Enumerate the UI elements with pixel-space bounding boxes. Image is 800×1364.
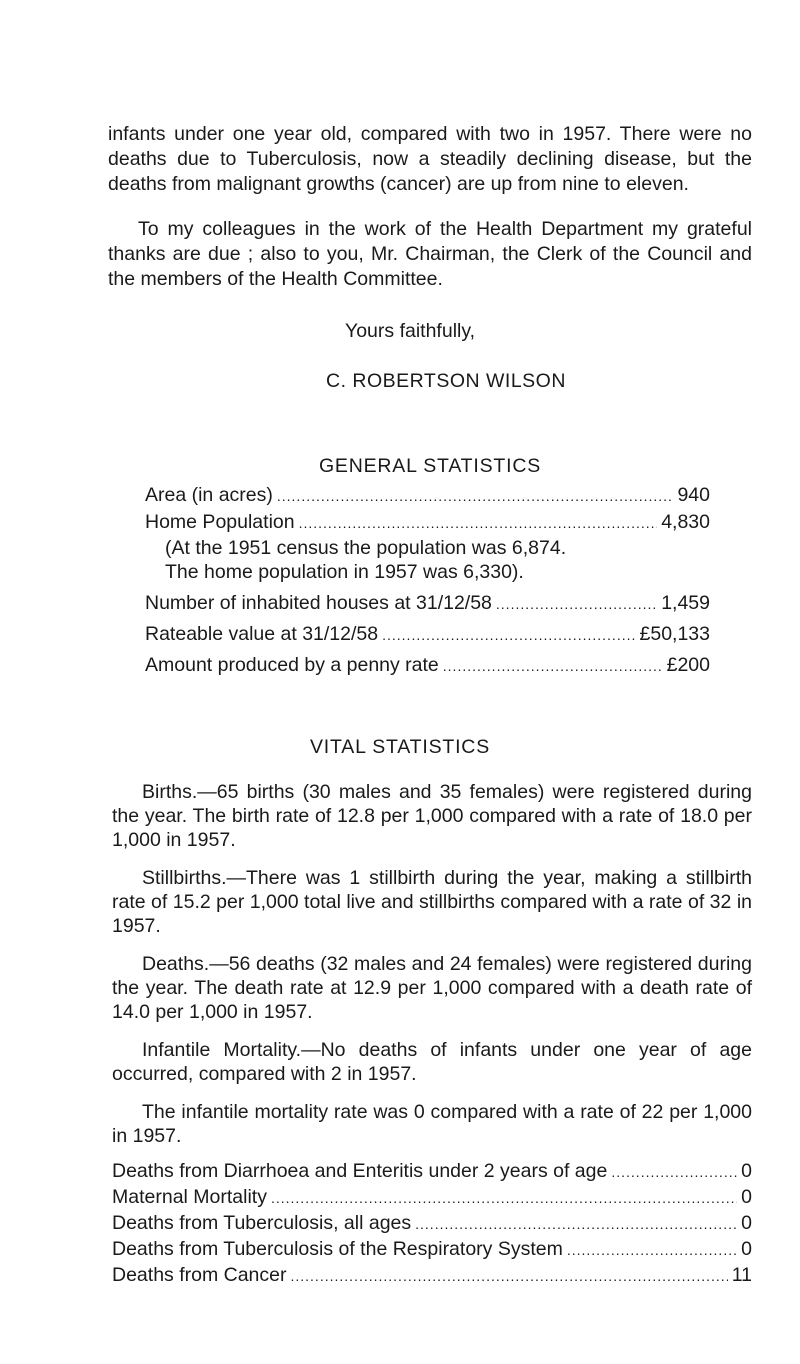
death-label: Deaths from Tuberculosis, all ages (112, 1212, 412, 1234)
stat-value: 4,830 (661, 511, 710, 533)
deaths-summary-list (112, 1158, 752, 1288)
census-note-line-1: (At the 1951 census the population was 6,874. (165, 537, 567, 559)
leader-dots (271, 1185, 737, 1211)
death-row (112, 1158, 752, 1184)
stat-label: Rateable value at 31/12/58 (145, 623, 379, 645)
death-value: 0 (741, 1238, 752, 1260)
death-label: Deaths from Cancer (112, 1264, 287, 1286)
vital-statistics-heading: VITAL STATISTICS (309, 736, 491, 758)
death-value: 0 (741, 1212, 752, 1234)
leader-dots (611, 1159, 737, 1185)
leader-dots (299, 510, 658, 537)
infantile-rate-paragraph: The infantile mortality rate was 0 compared with a rate of 22 per 1,000 in 1957. (112, 1101, 752, 1147)
death-row (112, 1184, 752, 1210)
stat-row (145, 621, 710, 648)
stat-row (145, 652, 710, 679)
stat-value: £50,133 (639, 623, 710, 645)
signoff-name: C. ROBERTSON WILSON (326, 370, 566, 392)
leader-dots (567, 1237, 737, 1263)
death-value: 0 (741, 1186, 752, 1208)
stat-row (145, 482, 710, 509)
leader-dots (496, 591, 657, 618)
death-row (112, 1262, 752, 1288)
stat-row (145, 509, 710, 536)
intro-paragraph-1: infants under one year old, compared with two in 1957. There were no deaths due to Tuberculosis, now a steadily declining disease, but the deaths from malignant growths (cancer) are up from nine to eleven. (108, 123, 752, 195)
stat-value: 940 (677, 484, 710, 506)
death-row (112, 1210, 752, 1236)
vital-statistics-section (112, 780, 752, 1288)
stat-label: Number of inhabited houses at 31/12/58 (145, 592, 492, 614)
general-statistics-heading: GENERAL STATISTICS (318, 455, 542, 477)
death-label: Maternal Mortality (112, 1186, 267, 1208)
stat-label: Home Population (145, 511, 295, 533)
stat-value: £200 (666, 654, 710, 676)
death-row (112, 1236, 752, 1262)
leader-dots (443, 653, 663, 680)
death-value: 0 (741, 1160, 752, 1182)
intro-paragraph-2: To my colleagues in the work of the Health Department my grateful thanks are due ; also to you, Mr. Chairman, the Clerk of the Council and the members of the Health Committee. (108, 218, 752, 290)
document-page (108, 122, 752, 477)
leader-dots (290, 1263, 727, 1289)
deaths-paragraph: Deaths.—56 deaths (32 males and 24 females) were registered during the year. The death rate at 12.9 per 1,000 compared with a death rate of 14.0 per 1,000 in 1957. (112, 953, 752, 1023)
stat-value: 1,459 (661, 592, 710, 614)
births-paragraph: Births.—65 births (30 males and 35 females) were registered during the year. The birth rate of 12.8 per 1,000 compared with a rate of 18.0 per 1,000 in 1957. (112, 781, 752, 851)
general-statistics-list (145, 482, 710, 679)
leader-dots (277, 483, 674, 510)
signoff-closing: Yours faithfully, (345, 320, 476, 342)
death-label: Deaths from Diarrhoea and Enteritis under 2 years of age (112, 1160, 608, 1182)
stat-label: Amount produced by a penny rate (145, 654, 439, 676)
infantile-mortality-paragraph: Infantile Mortality.—No deaths of infants under one year of age occurred, compared with 2 in 1957. (112, 1039, 752, 1085)
death-label: Deaths from Tuberculosis of the Respiratory System (112, 1238, 563, 1260)
stat-row (145, 590, 710, 617)
census-note-line-2: The home population in 1957 was 6,330). (165, 561, 524, 583)
stillbirths-paragraph: Stillbirths.—There was 1 stillbirth during the year, making a stillbirth rate of 15.2 per 1,000 total live and stillbirths compared with a rate of 32 in 1957. (112, 867, 752, 937)
leader-dots (382, 622, 635, 649)
stat-label: Area (in acres) (145, 484, 273, 506)
leader-dots (415, 1211, 737, 1237)
death-value: 11 (731, 1264, 752, 1286)
